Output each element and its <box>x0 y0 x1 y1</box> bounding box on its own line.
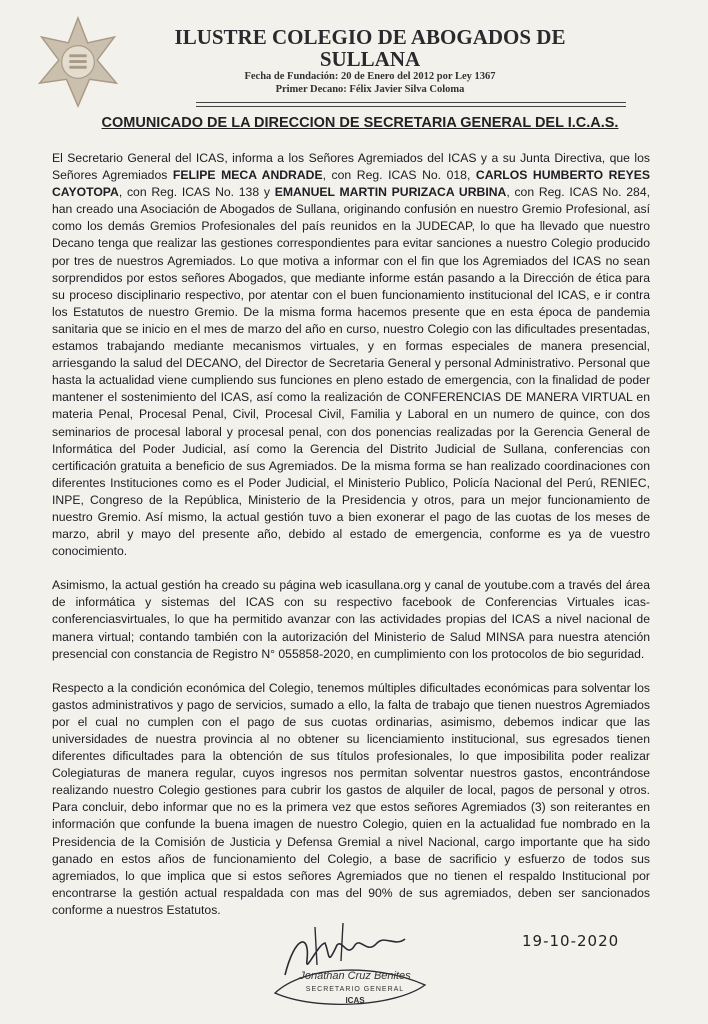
letterhead <box>150 26 590 96</box>
p1-text: El Secretario General del ICAS, informa a los Señores Agremiados del ICAS y a su Junta Directiva, que los Señores Agremiados <box>52 151 650 183</box>
header-divider <box>196 102 626 103</box>
member-name: FELIPE MECA ANDRADE <box>172 168 323 183</box>
signatory-org: ICAS <box>345 996 365 1005</box>
handwritten-date: 19-10-2020 <box>522 932 620 950</box>
member-name: CARLOS HUMBERTO REYES CAYOTOPA <box>52 168 650 200</box>
signatory-role: SECRETARIO GENERAL <box>305 986 405 993</box>
paragraph-1 <box>52 150 650 560</box>
paragraph-2: Asimismo, la actual gestión ha creado su página web icasullana.org y canal de youtube.com a través del área de informática y sistemas del ICAS con su respectivo facebook de Conferencias Virtuales icas-conferenciasvirtuales, lo que ha permitido avanzar con las actividades propias del ICAS a nivel nacional de manera virtual; contando también con la autorización del Ministerio de Salud MINSA para nuestra atención presencial con constancia de Registro N° 055858-2020, en cumplimiento con los protocolos de bio seguridad. <box>52 578 650 661</box>
p1-text: , con Reg. ICAS No. 018, <box>322 168 476 183</box>
signatory-name: Jonathan Cruz Benites <box>299 970 411 982</box>
memo-title: COMUNICADO DE LA DIRECCION DE SECRETARIA GENERAL DEL I.C.A.S. <box>101 115 619 131</box>
member-name: EMANUEL MARTIN PURIZACA URBINA <box>274 185 507 200</box>
star-seal-icon <box>30 14 126 110</box>
first-dean: Primer Decano: Félix Javier Silva Coloma <box>275 84 465 95</box>
paragraph-3: Respecto a la condición económica del Colegio, tenemos múltiples dificultades económicas para solventar los gastos administrativos y pago de servicios, sumado a ello, la falta de trabajo que tienen nuestros Agremiados por el cual no cumplen con el pago de sus cuotas ordinarias, asimismo, debemos indicar que las universidades de nuestra provincia al no obtener su licenciamiento institucional, sus egresados tienen diferentes dificultades para la obtención de sus títulos profesionales, lo que imposibilita poder realizar Colegiaturas de manera regular, cuyos ingresos nos permitan solventar nuestros gastos, encontrándose realizando nuestro Colegio gestiones para cubrir los gastos de alquiler de local, pagos de personal y otros. Para concluir, debo informar que no es la primera vez que estos señores Agremiados (3) son reiterantes en información que confunde la buena imagen de nuestro Colegio, quien en la actualidad fue nombrado en la Presidencia de la Comisión de Justicia y Defensa Gremial a nivel Nacional, cargo importante que ha sido ganado en estos años de funcionamiento del Colegio, a base de sacrificio y esfuerzo de todos sus agremiados, lo que implica que si estos señores Agremiados que no tienen el respaldo Institucional por encontrarse la gestión actual respaldada con mas del 90% de sus agremiados, deben ser sancionados conforme a nuestros Estatutos. <box>52 680 650 917</box>
memo-body <box>52 150 650 936</box>
p1-text: , con Reg. ICAS No. 138 y <box>118 185 275 200</box>
founding-date: Fecha de Fundación: 20 de Enero del 2012 por Ley 1367 <box>244 71 496 82</box>
institution-title-line2: SULLANA <box>319 47 421 71</box>
p1-text: , con Reg. ICAS No. 284, han creado una Asociación de Abogados de Sullana, originando confusión en nuestro Gremio Profesional, así como los demás Gremios Profesionales del país reunidos en la JUDECAP, lo que ha llevado que nuestro Decano tenga que realizar las gestiones correspondientes para evitar sanciones a nuestro Colegio producido por tres de nuestros Agremiados. Lo que motiva a informar con el fin que los Agremiados del ICAS no sean sorprendidos por estos señores Abogados, que mediante informe están pasando a la Dirección de ética para su proceso disciplinario respectivo, por atentar con el buen funcionamiento institucional del ICAS, e ir contra los Estatutos de nuestro Gremio. De la misma forma hacemos presente que en esta época de pandemia sanitaria que se inicio en el mes de marzo del año en curso, nuestro Colegio con las dificultades presentadas, estamos trabajando mediante mecanismos virtuales, y en formas especiales de manera presencial, arriesgando la salud del DECANO, del Director de Secretaria General y personal Administrativo. Personal que hasta la actualidad viene cumpliendo sus funciones en pleno estado de emergencia, con la finalidad de poder mantener el sostenimiento del ICAS, así como la realización de CONFERENCIAS DE MANERA VIRTUAL en materia Penal, Procesal Penal, Civil, Procesal Civil, Familia y Laboral en un numero de quince, con dos seminarios de procesal laboral y procesal penal, con dos ponencias realizadas por la Gerencia General de Informática del Poder Judicial, así como la Gerencia del Distrito Judicial de Sullana, conferencias con certificación gratuita a beneficio de sus Agremiados. De la misma forma se han realizado coordinaciones con diferentes Instituciones como es el Poder Judicial, el Ministerio Publico, Policía Nacional del Perú, RENIEC, INPE, Congreso de la República, Ministerio de la Presidencia y otros, para un mejor funcionamiento de nuestro Gremio. Así mismo, la actual gestión tuvo a bien exonerar el pago de las cuotas de los meses de marzo, abril y mayo del presente año, debido al estado de emergencia, conforme es ya de vuestro conocimiento. <box>52 185 650 559</box>
header-divider <box>196 106 626 107</box>
institution-title-line1: ILUSTRE COLEGIO DE ABOGADOS DE <box>174 25 566 49</box>
